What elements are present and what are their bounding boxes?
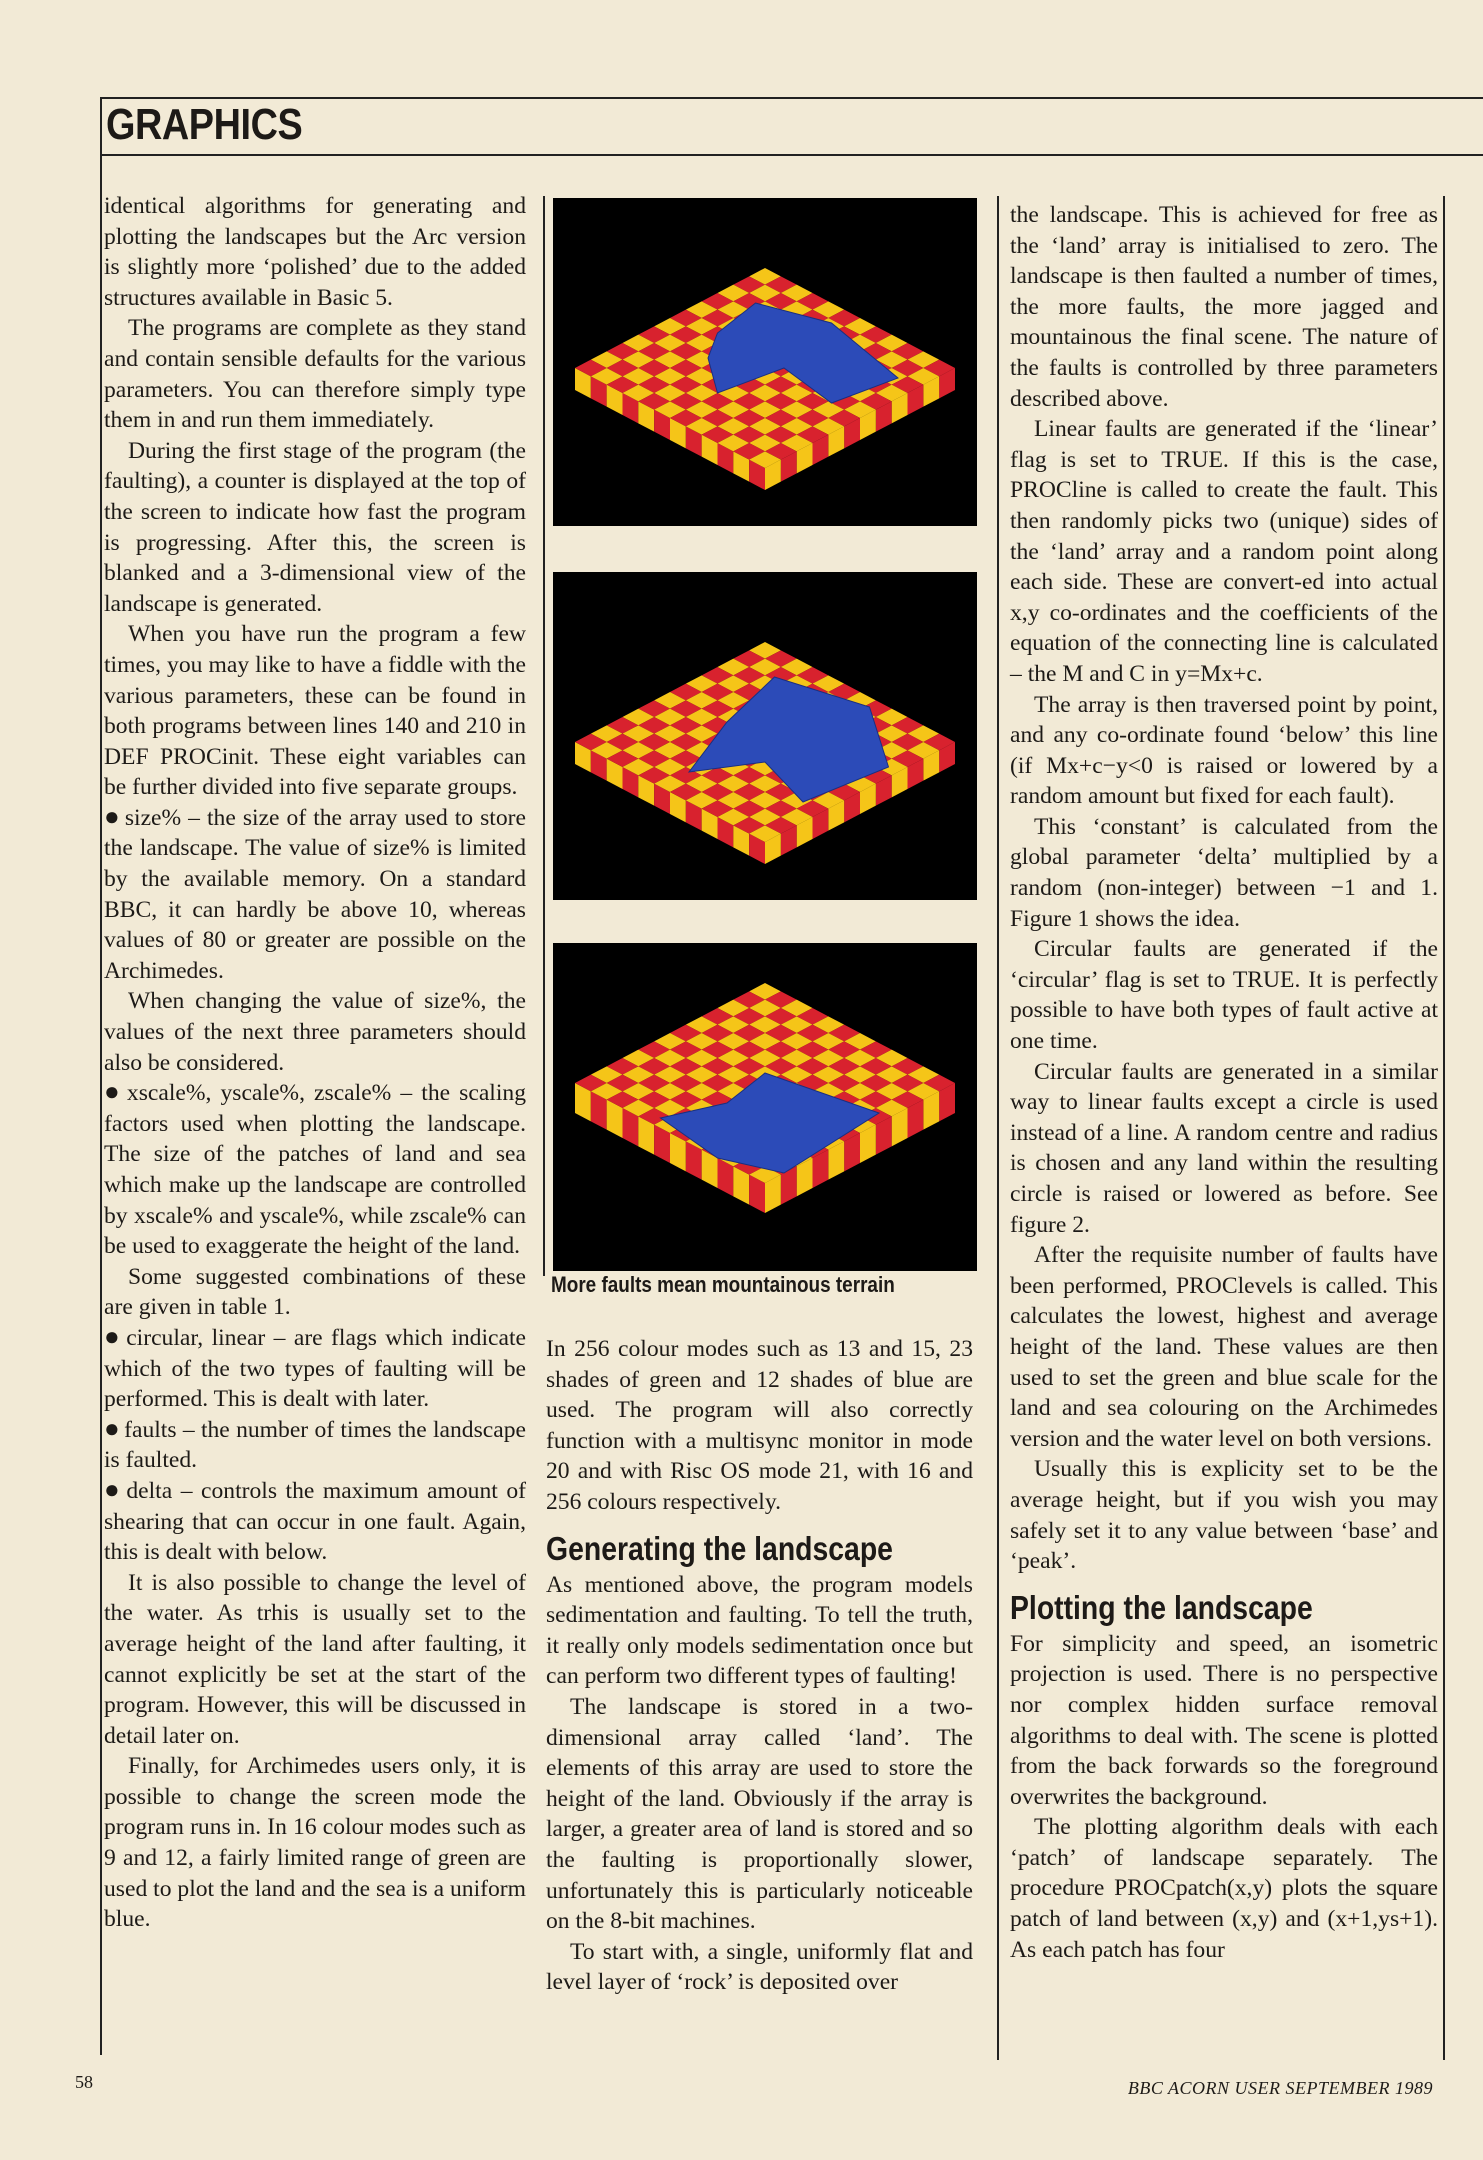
header-rule [100, 154, 1483, 156]
text: faults – the number of times the landscape is faulted. [104, 1416, 526, 1474]
paragraph [1010, 1454, 1438, 1576]
paragraph [104, 191, 526, 313]
paragraph [546, 1937, 973, 1998]
text: Generating the landscape [546, 1529, 893, 1567]
landscape-image [553, 943, 977, 1271]
text: Usually this is explicity set to be the average height, but if you wish you may safely set it to any value between ‘base’ and ‘peak’. [1010, 1456, 1438, 1575]
middle-column-rule [543, 196, 545, 1276]
text: When you have run the program a few times, you may like to have a fiddle with the various parameters, these can be found in both programs between lines 140 and 210 in DEF PROCinit. These eight variables can be further divided into five separate groups. [104, 621, 526, 801]
figure-caption: More faults mean mountainous terrain [551, 1272, 895, 1297]
paragraph [1010, 934, 1438, 1056]
text: xscale%, yscale%, zscale% – the scaling factors used when plotting the landscape. The size of the patches of land and sea which make up the landscape are controlled by xscale% and yscale%, while zscale% can be used to exaggerate the height of the land. [104, 1080, 526, 1260]
text: Plotting the landscape [1010, 1588, 1313, 1626]
text: The programs are complete as they stand and contain sensible defaults for the various parameters. You can therefore simply type them in and run them immediately. [104, 315, 526, 434]
text: Some suggested combinations of these are given in table 1. [104, 1263, 526, 1321]
paragraph [104, 986, 526, 1078]
text: For simplicity and speed, an isometric projection is used. There is no perspective nor complex hidden surface removal algorithms to deal with. The scene is plotted from the back forwards so the foreground overwrites the background. [1010, 1630, 1438, 1810]
text: This ‘constant’ is calculated from the global parameter ‘delta’ multiplied by a random (non-integer) between −1 and 1. Figure 1 shows the idea. [1010, 813, 1438, 932]
text: size% – the size of the array used to store the landscape. The value of size% is limited by the available memory. On a standard BBC, it can hardly be above 10, whereas values of 80 or greater are possible on the Archimedes. [104, 804, 526, 984]
paragraph [104, 1751, 526, 1935]
paragraph [546, 1692, 973, 1937]
text: As mentioned above, the program models sedimentation and faulting. To tell the truth, it really only models sedimentation once but can perform two different types of faulting! [546, 1571, 973, 1690]
bullet-paragraph [104, 1078, 526, 1262]
text: circular, linear – are flags which indicate which of the two types of faulting will be performed. This is dealt with later. [104, 1324, 526, 1413]
paragraph [546, 1570, 973, 1692]
paragraph [1010, 414, 1438, 689]
text: Finally, for Archimedes users only, it is possible to change the screen mode the program runs in. In 16 colour modes such as 9 and 12, a fairly limited range of green are used to plot the land and the sea is a uniform blue. [104, 1753, 526, 1933]
bullet-icon: ● [104, 1474, 123, 1504]
text: The array is then traversed point by point, and any co-ordinate found ‘below’ this line (if Mx+c−y<0 is raised or lowered by a random amount but fixed for each fault). [1010, 691, 1438, 810]
paragraph [1010, 200, 1438, 414]
paragraph [1010, 812, 1438, 934]
left-column-rule [100, 97, 102, 2055]
bullet-icon: ● [104, 1077, 123, 1107]
text: Circular faults are generated if the ‘circular’ flag is set to TRUE. It is perfectly possible to have both types of fault active at one time. [1010, 936, 1438, 1055]
bullet-paragraph [104, 1476, 526, 1568]
landscape-figure-3 [553, 943, 977, 1271]
paragraph [1010, 690, 1438, 812]
landscape-figure-1 [553, 198, 977, 526]
text: To start with, a single, uniformly flat and level layer of ‘rock’ is deposited over [546, 1938, 973, 1996]
left-column [104, 191, 526, 1935]
text: In 256 colour modes such as 13 and 15, 23 shades of green and 12 shades of blue are used. The program will also correctly function with a multisync monitor in mode 20 and with Risc OS mode 21, with 16 and 256 colours respectively. [546, 1336, 973, 1515]
page-number: 58 [75, 2072, 93, 2092]
text: Linear faults are generated if the ‘linear’ flag is set to TRUE. If this is the case, PROCline is called to create the fault. This then randomly picks two (unique) sides of the ‘land’ array and a random point along each side. These are convert-ed into actual x,y co-ordinates and the coefficients of the equation of the connecting line is calculated – the M and C in y=Mx+c. [1010, 416, 1438, 687]
text: After the requisite number of faults have been performed, PROClevels is called. This calculates the lowest, highest and average height of the land. These values are then used to set the green and blue scale for the land and sea colouring on the Archimedes version and the water level on both versions. [1010, 1242, 1438, 1452]
bullet-paragraph [104, 803, 526, 987]
landscape-image [553, 198, 977, 526]
paragraph [1010, 1812, 1438, 1965]
paragraph [1010, 1240, 1438, 1454]
subheading [546, 1530, 913, 1568]
landscape-figure-2 [553, 572, 977, 900]
paragraph [104, 1262, 526, 1323]
text: The landscape is stored in a two-dimensional array called ‘land’. The elements of this array are used to store the height of the land. Obviously if the array is larger, a greater area of land is stored and so the faulting is proportionally slower, unfortunately this is particularly noticeable on the 8-bit machines. [546, 1693, 973, 1935]
paragraph [546, 1334, 973, 1518]
landscape-image [553, 572, 977, 900]
paragraph [104, 313, 526, 435]
subheading [1010, 1589, 1378, 1627]
bullet-paragraph [104, 1323, 526, 1415]
bullet-paragraph [104, 1415, 526, 1476]
middle-column [546, 1334, 973, 1998]
paragraph [1010, 1629, 1438, 1813]
text: the landscape. This is achieved for free as the ‘land’ array is initialised to zero. The landscape is then faulted a number of times, the more faults, the more jagged and mountainous the final scene. The nature of the faults is controlled by three parameters described above. [1010, 202, 1438, 412]
bullet-icon: ● [104, 801, 121, 831]
paragraph [104, 1568, 526, 1752]
right-column [1010, 200, 1438, 1965]
publication-footer: BBC ACORN USER SEPTEMBER 1989 [1127, 2078, 1433, 2098]
paragraph [1010, 1057, 1438, 1241]
text: During the first stage of the program (the faulting), a counter is displayed at the top of the screen to indicate how fast the program is progressing. After this, the screen is blanked and a 3-dimensional view of the landscape is generated. [104, 437, 526, 617]
text: It is also possible to change the level of the water. As trhis is usually set to the average height of the land after faulting, it cannot explicitly be set at the start of the program. However, this will be discussed in detail later on. [104, 1569, 526, 1749]
top-rule [100, 97, 1483, 99]
text: Circular faults are generated in a similar way to linear faults except a circle is used instead of a line. A random centre and radius is chosen and any land within the resulting circle is raised or lowered as before. See figure 2. [1010, 1058, 1438, 1238]
text: delta – controls the maximum amount of shearing that can occur in one fault. Again, this is dealt with below. [104, 1477, 526, 1566]
bullet-icon: ● [104, 1413, 121, 1443]
right-column-rule [997, 196, 999, 2060]
bullet-icon: ● [104, 1321, 123, 1351]
text: identical algorithms for generating and plotting the landscapes but the Arc version is slightly more ‘polished’ due to the added structures available in Basic 5. [104, 193, 526, 311]
section-title: GRAPHICS [106, 100, 303, 149]
paragraph [104, 436, 526, 620]
text: The plotting algorithm deals with each ‘patch’ of landscape separately. The procedure PROCpatch(x,y) plots the square patch of land between (x,y) and (x+1,ys+1). As each patch has four [1010, 1814, 1438, 1963]
text: When changing the value of size%, the values of the next three parameters should also be considered. [104, 988, 526, 1076]
paragraph [104, 619, 526, 803]
outer-right-rule [1443, 196, 1445, 2060]
